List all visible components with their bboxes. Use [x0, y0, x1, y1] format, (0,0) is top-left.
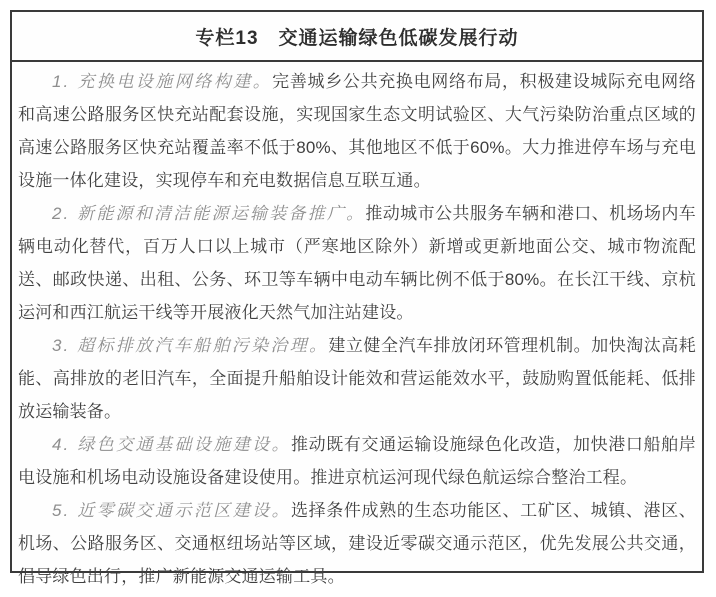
paragraph-2 [18, 197, 696, 329]
paragraph-5 [18, 494, 696, 593]
paragraph-3-lead: 3. 超标排放汽车船舶污染治理。 [52, 336, 329, 355]
panel-title: 专栏13 交通运输绿色低碳发展行动 [12, 12, 702, 62]
paragraph-4-lead: 4. 绿色交通基础设施建设。 [52, 435, 292, 454]
paragraph-2-text: 推动城市公共服务车辆和港口、机场场内车辆电动化替代，百万人口以上城市（严寒地区除外）新增或更新地面公交、城市物流配送、邮政快递、出租、公务、环卫等车辆中电动车辆比例不低于80%。在长江干线、京杭运河和西江航运干线等开展液化天然气加注站建设。 [18, 204, 696, 322]
paragraph-5-text: 选择条件成熟的生态功能区、工矿区、城镇、港区、机场、公路服务区、交通枢纽场站等区域，建设近零碳交通示范区，优先发展公共交通，倡导绿色出行，推广新能源交通运输工具。 [18, 501, 696, 586]
paragraph-1 [18, 65, 696, 197]
paragraph-4 [18, 428, 696, 494]
paragraph-1-text: 完善城乡公共充换电网络布局，积极建设城际充电网络和高速公路服务区快充站配套设施，实现国家生态文明试验区、大气污染防治重点区域的高速公路服务区快充站覆盖率不低于80%、其他地区不低于60%。大力推进停车场与充电设施一体化建设，实现停车和充电数据信息互联互通。 [18, 72, 696, 190]
paragraph-1-lead: 1. 充换电设施网络构建。 [52, 72, 273, 91]
column-box-panel [10, 10, 704, 586]
panel-body [12, 62, 702, 597]
paragraph-3 [18, 329, 696, 428]
paragraph-4-text: 推动既有交通运输设施绿色化改造，加快港口船舶岸电设施和机场电动设施设备建设使用。推进京杭运河现代绿色航运综合整治工程。 [18, 435, 696, 487]
paragraph-5-lead: 5. 近零碳交通示范区建设。 [52, 501, 292, 520]
paragraph-3-text: 建立健全汽车排放闭环管理机制。加快淘汰高耗能、高排放的老旧汽车，全面提升船舶设计能效和营运能效水平，鼓励购置低能耗、低排放运输装备。 [18, 336, 696, 421]
paragraph-2-lead: 2. 新能源和清洁能源运输装备推广。 [52, 204, 366, 223]
